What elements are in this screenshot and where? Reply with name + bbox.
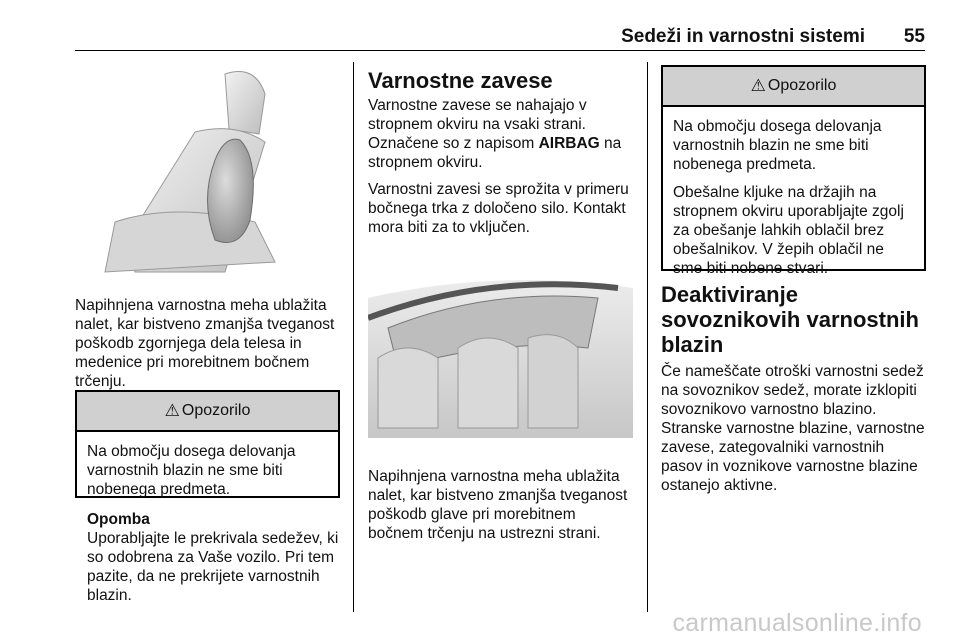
note-text: Uporabljajte le prekrivala sedežev, ki so odobrena za Vaše vozilo. Pri tem pazite, da ne prekrijete varnostnih blazin. bbox=[87, 530, 339, 604]
watermark: carmanualsonline.info bbox=[672, 609, 922, 637]
section-heading: Deaktiviranje sovoznikovih varnostnih blazin bbox=[661, 282, 919, 357]
warning-box-2 bbox=[661, 65, 926, 277]
page-header bbox=[75, 22, 925, 50]
warning-header bbox=[77, 392, 338, 432]
column-divider-2 bbox=[647, 62, 648, 612]
warning-box-1 bbox=[75, 390, 340, 498]
warning-text-1: Na območju dosega delovanja varnostnih blazin ne sme biti nobenega predmeta. bbox=[673, 118, 882, 173]
warning-triangle-icon: ⚠ bbox=[164, 401, 180, 420]
section-deactivate-airbags bbox=[661, 282, 926, 495]
warning-title: Opozorilo bbox=[767, 77, 837, 94]
figure-caption-seat: Napihnjena varnostna meha ublažita nalet, kar bistveno zmanjša tveganost poškodb zgornjega dela telesa in medenice pri morebitnem bočnem trčenju. bbox=[75, 297, 335, 390]
warning-triangle-icon: ⚠ bbox=[750, 76, 766, 95]
header-rule bbox=[75, 50, 925, 51]
page-number: 55 bbox=[903, 26, 925, 47]
warning-title: Opozorilo bbox=[181, 402, 251, 419]
section-heading: Varnostne zavese bbox=[368, 68, 553, 93]
curtain-para-2: Varnostni zavesi se sprožita v primeru bočnega trka z določeno silo. Kontakt mora biti za to vključen. bbox=[368, 181, 629, 236]
section-curtain-airbags bbox=[368, 68, 633, 237]
figure-caption-curtain: Napihnjena varnostna meha ublažita nalet, kar bistveno zmanjša tveganost poškodb glave pri morebitnem bočnem trčenju na ustrezni strani. bbox=[368, 468, 628, 542]
seat-side-airbag-illustration bbox=[75, 62, 340, 280]
note-block bbox=[87, 510, 340, 605]
page-title: Sedeži in varnostni sistemi bbox=[621, 26, 865, 47]
curtain-airbag-illustration bbox=[368, 258, 633, 458]
note-title: Opomba bbox=[87, 511, 150, 528]
warning-text-2: Obešalne kljuke na držajih na stropnem okviru uporabljajte zgolj za obešanje lahkih oblačil brez obešalnikov. V žepih oblačil ne sme biti nobene stvari. bbox=[673, 184, 904, 277]
airbag-label: AIRBAG bbox=[538, 135, 600, 152]
warning-text: Na območju dosega delovanja varnostnih blazin ne sme biti nobenega predmeta. bbox=[87, 443, 296, 498]
column-divider-1 bbox=[353, 62, 354, 612]
deactivate-para: Če nameščate otroški varnostni sedež na sovoznikov sedež, morate izklopiti sovoznikovo varnostno blazino. Stranske varnostne blazine, varnostne zavese, zategovalniki varnostnih pasov in voznikove varnostne blazine ostanejo aktivne. bbox=[661, 363, 925, 494]
curtain-para-1: Varnostne zavese se nahajajo v stropnem okviru na vsaki strani. Označene so z napisom AIRBAG na stropnem okviru. bbox=[368, 97, 622, 171]
warning-header bbox=[663, 67, 924, 107]
